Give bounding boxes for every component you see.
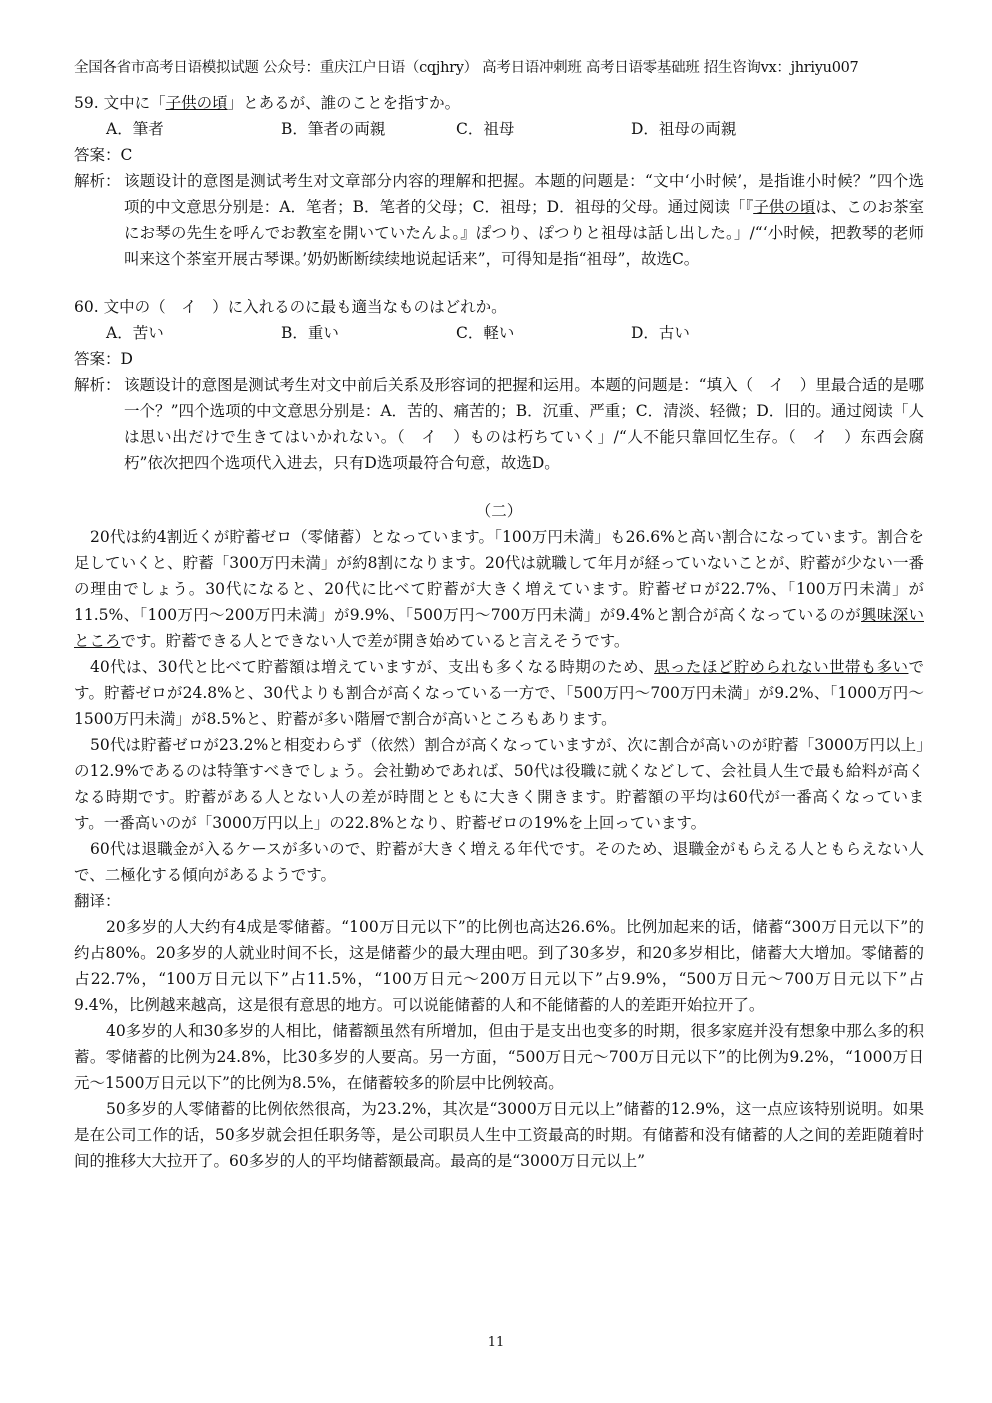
options-59 [74,116,924,142]
passage-text: です。貯蓄ゼロが24.8%と、30代よりも割合が高くなっている一方で、「500万円～700万円未満」が9.2%、「1000万円～1500万円未満」が8.5%と、貯蓄が多い階層で割合が高いところもあります。 [74,658,924,728]
underlined-phrase: 興味深いところ [74,606,924,650]
option-a: A．筆者 [106,120,164,138]
passage-text: 40代は、30代と比べて貯蓄額は増えていますが、支出も多くなる時期のため、 [90,658,655,676]
answer-59: 答案：C [74,146,133,164]
page-number: 11 [487,1335,505,1350]
question-text-post: 」とあるが、誰のことを指すか。 [227,94,461,112]
option-c: C．軽い [456,324,515,342]
explanation-body [124,168,924,272]
passage-paragraph-3: 50代は貯蓄ゼロが23.2%と相変わらず（依然）割合が高くなっていますが、次に割合が高いのが貯蓄「3000万円以上」の12.9%であるのは特筆すべきでしょう。会社勤めであれば、50代は役職に就くなどして、会社員人生で最も給料が高くなる時期です。貯蓄がある人とない人の差が時間とともに大きく開きます。貯蓄額の平均は60代が一番高くなっています。一番高いのが「3000万円以上」の22.8%となり、貯蓄ゼロの19%を上回っています。 [74,736,924,832]
answer-60: 答案：D [74,350,133,368]
question-59 [74,90,924,116]
explanation-59 [74,168,924,272]
page-header: 全国各省市高考日语模拟试题 公众号：重庆江户日语（cqjhry） 高考日语冲刺班 高考日语零基础班 招生咨询vx：jhriyu007 [74,60,859,76]
translation-paragraph-1: 20多岁的人大约有4成是零储蓄。“100万日元以下”的比例也高达26.6%。比例加起来的话，储蓄“300万日元以下”的约占80%。20多岁的人就业时间不长，这是储蓄少的最大理由吧。到了30多岁，和20多岁相比，储蓄大大增加。零储蓄的占22.7%，“100万日元以下”占11.5%，“100万日元～200万日元以下”占9.9%，“500万日元～700万日元以下”占9.4%，比例越来越高，这是很有意思的地方。可以说能储蓄的人和不能储蓄的人的差距开始拉开了。 [74,918,924,1014]
passage-text: 20代は約4割近くが貯蓄ゼロ（零储蓄）となっています。「100万円未満」も26.6%と高い割合になっています。割合を足していくと、貯蓄「300万円未満」が約8割になります。20代は就職して年月が経っていないことが、貯蓄が少ない一番の理由でしょう。30代になると、20代に比べて貯蓄が大きく増えています。貯蓄ゼロが22.7%、「100万円未満」が11.5%、「100万円～200万円未満」が9.9%、「500万円～700万円未満」が9.4%と割合が高くなっているのが [74,528,924,624]
translation-label: 翻译： [74,892,121,910]
underlined-phrase: 子供の頃 [753,198,816,216]
explanation-60 [74,372,924,476]
question-60: 60. 文中の（ イ ）に入れるのに最も適当なものはどれか。 [74,298,507,316]
question-number: 59. [74,94,99,112]
explanation-label: 解析： [74,376,121,394]
option-b: B．重い [281,324,339,342]
content [74,90,924,1174]
option-b: B．筆者の両親 [281,120,386,138]
explanation-text-1: 该题设计的意图是测试考生对文章部分内容的理解和把握。本题的问题是：“文中‘小时候’，是指谁小时候？”四个选项的中文意思分别是：A．笔者；B．笔者的父母；C．祖母；D．祖母的父母。通过阅读「『 [124,172,924,216]
underlined-phrase: 子供の頃 [165,94,228,112]
passage-paragraph-1 [74,524,924,654]
option-a: A．苦い [106,324,164,342]
explanation-text-2: は、このお茶室にお琴の先生を呼んでお教室を開いていたんよ。』ぽつり、ぽつりと祖母は話し出した。」/“‘小时候，把教琴的老师叫来这个茶室开展古琴课。’奶奶断断续续地说起话来”，可得知是指“祖母”，故选C。 [124,198,924,268]
passage-paragraph-4: 60代は退職金が入るケースが多いので、貯蓄が大きく増える年代です。そのため、退職金がもらえる人ともらえない人で、二極化する傾向があるようです。 [74,840,924,884]
underlined-phrase: 思ったほど貯められない世帯も多い [654,658,909,676]
passage-text: です。貯蓄できる人とできない人で差が開き始めていると言えそうです。 [120,632,630,650]
option-d: D．祖母の両親 [631,120,737,138]
option-c: C．祖母 [456,120,515,138]
passage-paragraph-2 [74,654,924,732]
option-d: D．古い [631,324,690,342]
explanation-body: 该题设计的意图是测试考生对文中前后关系及形容词的把握和运用。本题的问题是：“填入（ イ ）里最合适的是哪一个？”四个选项的中文意思分别是：A．苦的、痛苦的；B．沉重、严重；C．清淡、轻微；D．旧的。通过阅读「人は思い出だけで生きてはいかれない。（ イ ）ものは朽ちていく」/“人不能只靠回忆生存。（ イ ）东西会腐朽”依次把四个选项代入进去，只有D选项最符合句意，故选D。 [124,376,924,472]
explanation-label: 解析： [74,172,121,190]
options-60 [74,320,924,346]
question-text-pre: 文中に「 [103,94,166,112]
translation-paragraph-2: 40多岁的人和30多岁的人相比，储蓄额虽然有所增加，但由于是支出也变多的时期，很多家庭并没有想象中那么多的积蓄。零储蓄的比例为24.8%，比30多岁的人要高。另一方面，“500万日元～700万日元以下”的比例为9.2%，“1000万日元～1500万日元以下”的比例为8.5%，在储蓄较多的阶层中比例较高。 [74,1022,924,1092]
translation-paragraph-3: 50多岁的人零储蓄的比例依然很高，为23.2%，其次是“3000万日元以上”储蓄的12.9%，这一点应该特别说明。如果是在公司工作的话，50多岁就会担任职务等，是公司职员人生中工资最高的时期。有储蓄和没有储蓄的人之间的差距随着时间的推移大大拉开了。60多岁的人的平均储蓄额最高。最高的是“3000万日元以上” [74,1100,924,1170]
section-title: （二） [475,502,523,520]
